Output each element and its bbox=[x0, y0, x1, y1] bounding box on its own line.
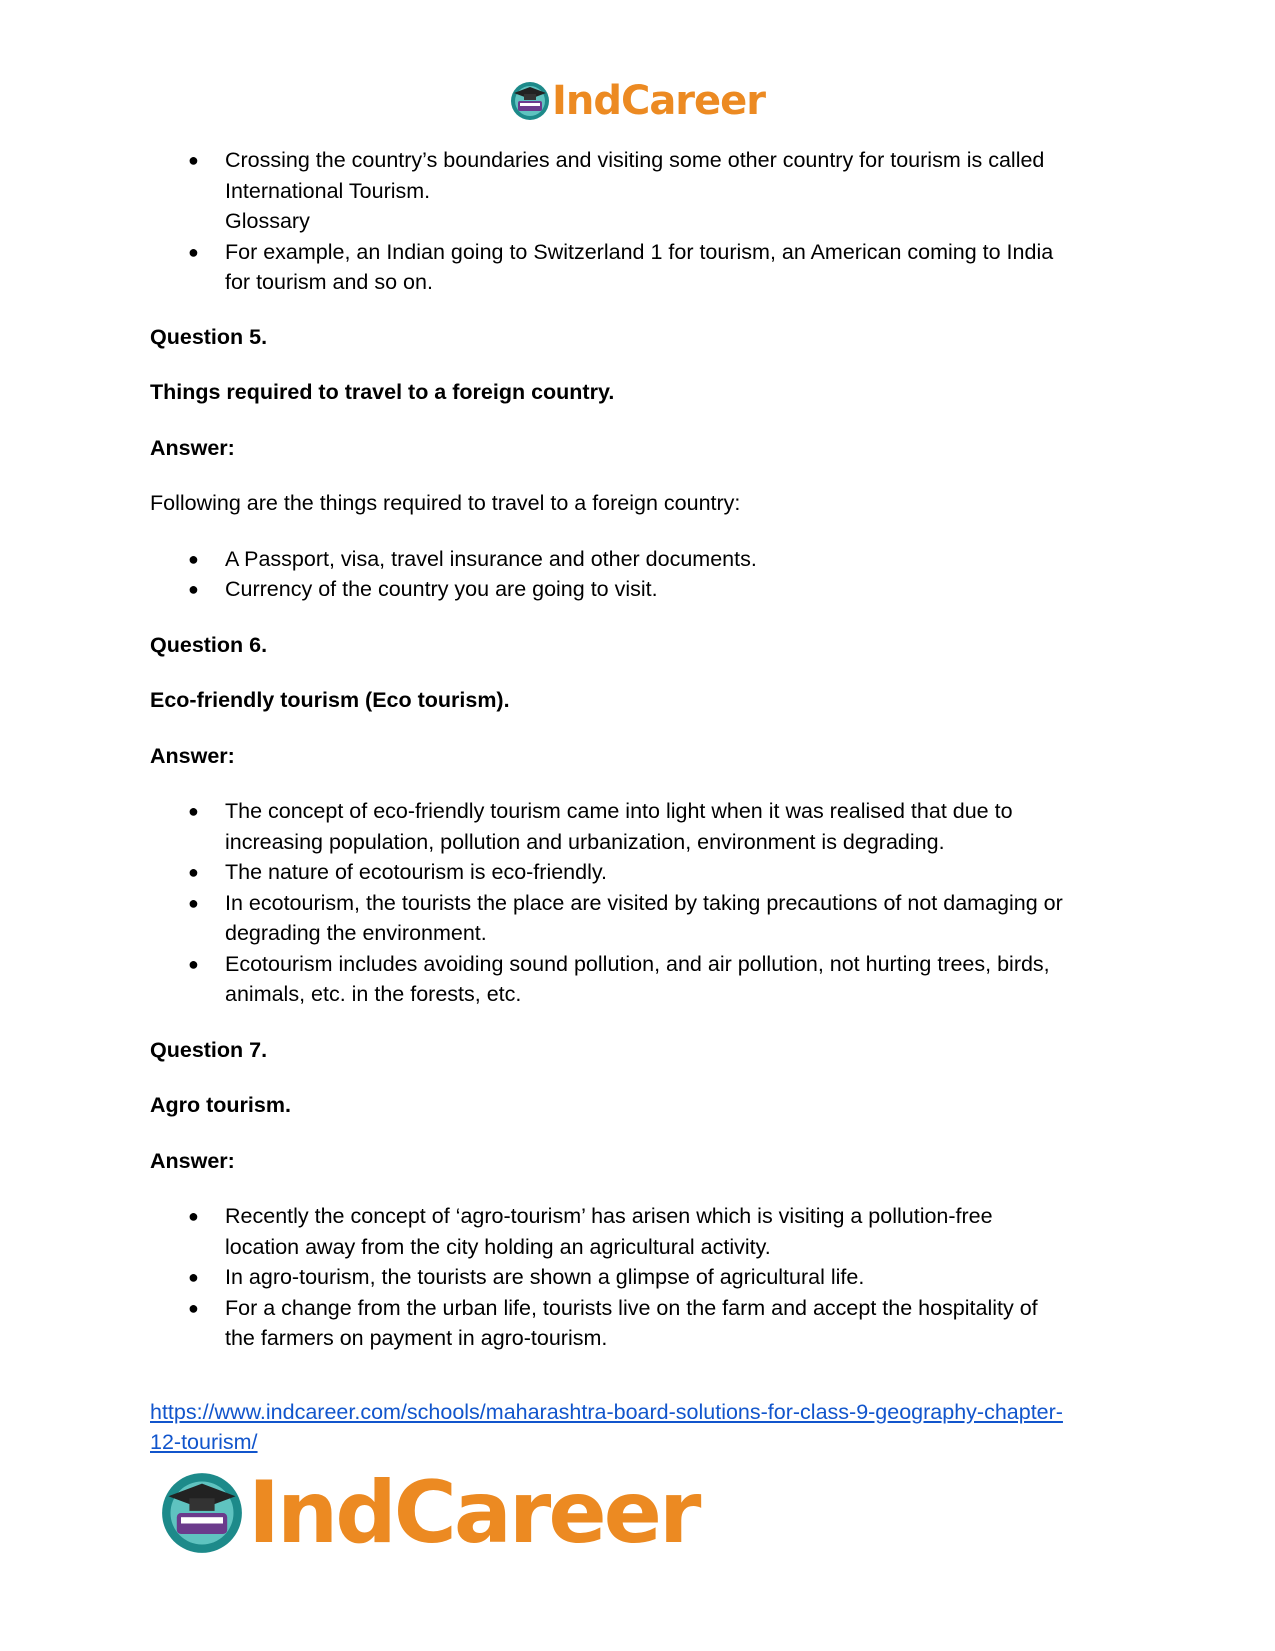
logo-wordmark: IndCareer bbox=[551, 78, 766, 124]
answer-bullets bbox=[150, 1201, 1125, 1354]
footer-logo bbox=[160, 1465, 698, 1561]
list-item: ● For example, an Indian going to Switzerland 1 for tourism, an American coming to India for tourism and so on. bbox=[150, 237, 1125, 298]
list-item: ● In agro-tourism, the tourists are shown a glimpse of agricultural life. bbox=[150, 1262, 1125, 1293]
logo bbox=[510, 78, 765, 124]
bullet-icon: ● bbox=[188, 862, 199, 882]
question-heading: Question 7. bbox=[150, 1037, 268, 1062]
list-item: ● In ecotourism, the tourists the place are visited by taking precautions of not damaging or degrading the environment. bbox=[150, 888, 1125, 949]
bullet-icon: ● bbox=[188, 801, 199, 821]
answer-label: Answer: bbox=[150, 1148, 235, 1173]
list-item: ● Ecotourism includes avoiding sound pollution, and air pollution, not hurting trees, birds, animals, etc. in the forests, etc. bbox=[150, 949, 1125, 1010]
question-heading: Question 6. bbox=[150, 632, 268, 657]
logo-wordmark: IndCareer bbox=[248, 1463, 699, 1563]
list-item: ● The concept of eco-friendly tourism came into light when it was realised that due to increasing population, pollution and urbanization, environment is degrading. bbox=[150, 796, 1125, 857]
source-link[interactable]: https://www.indcareer.com/schools/maharashtra-board-solutions-for-class-9-geography-chapter- 12-tourism/ bbox=[150, 1399, 1063, 1454]
document-body bbox=[150, 145, 1125, 1458]
answer-label: Answer: bbox=[150, 435, 235, 460]
list-item: ● For a change from the urban life, tourists live on the farm and accept the hospitality of the farmers on payment in agro-tourism. bbox=[150, 1293, 1125, 1354]
list-item: ● Recently the concept of ‘agro-tourism’ has arisen which is visiting a pollution-free location away from the city holding an agricultural activity. bbox=[150, 1201, 1125, 1262]
bullet-icon: ● bbox=[188, 579, 199, 599]
bullet-icon: ● bbox=[188, 1297, 199, 1318]
bullet-icon: ● bbox=[188, 953, 199, 974]
intro-bullets bbox=[150, 145, 1125, 298]
bullet-icon: ● bbox=[188, 1206, 199, 1226]
question-title: Agro tourism. bbox=[150, 1093, 291, 1117]
question-title: Eco-friendly tourism (Eco tourism). bbox=[150, 688, 510, 712]
question-title: Things required to travel to a foreign country. bbox=[150, 380, 615, 404]
question-heading: Question 5. bbox=[150, 324, 268, 349]
bullet-icon: ● bbox=[188, 150, 199, 170]
bullet-icon: ● bbox=[188, 1267, 199, 1287]
list-item: ● The nature of ecotourism is eco-friendly. bbox=[150, 857, 1125, 888]
bullet-icon: ● bbox=[188, 241, 199, 262]
graduation-cap-book-icon bbox=[510, 81, 550, 121]
answer-lead: Following are the things required to travel to a foreign country: bbox=[150, 491, 741, 515]
graduation-cap-book-icon bbox=[160, 1471, 244, 1555]
bullet-icon: ● bbox=[188, 548, 199, 569]
answer-bullets bbox=[150, 796, 1125, 1010]
answer-bullets bbox=[150, 544, 1125, 605]
list-item: ● Crossing the country’s boundaries and visiting some other country for tourism is called International Tourism. Glossary bbox=[150, 145, 1125, 237]
bullet-icon: ● bbox=[188, 892, 199, 913]
list-item: ● A Passport, visa, travel insurance and other documents. bbox=[150, 544, 1125, 575]
answer-label: Answer: bbox=[150, 743, 235, 768]
list-item: ● Currency of the country you are going to visit. bbox=[150, 574, 1125, 605]
header-logo bbox=[0, 78, 1275, 124]
